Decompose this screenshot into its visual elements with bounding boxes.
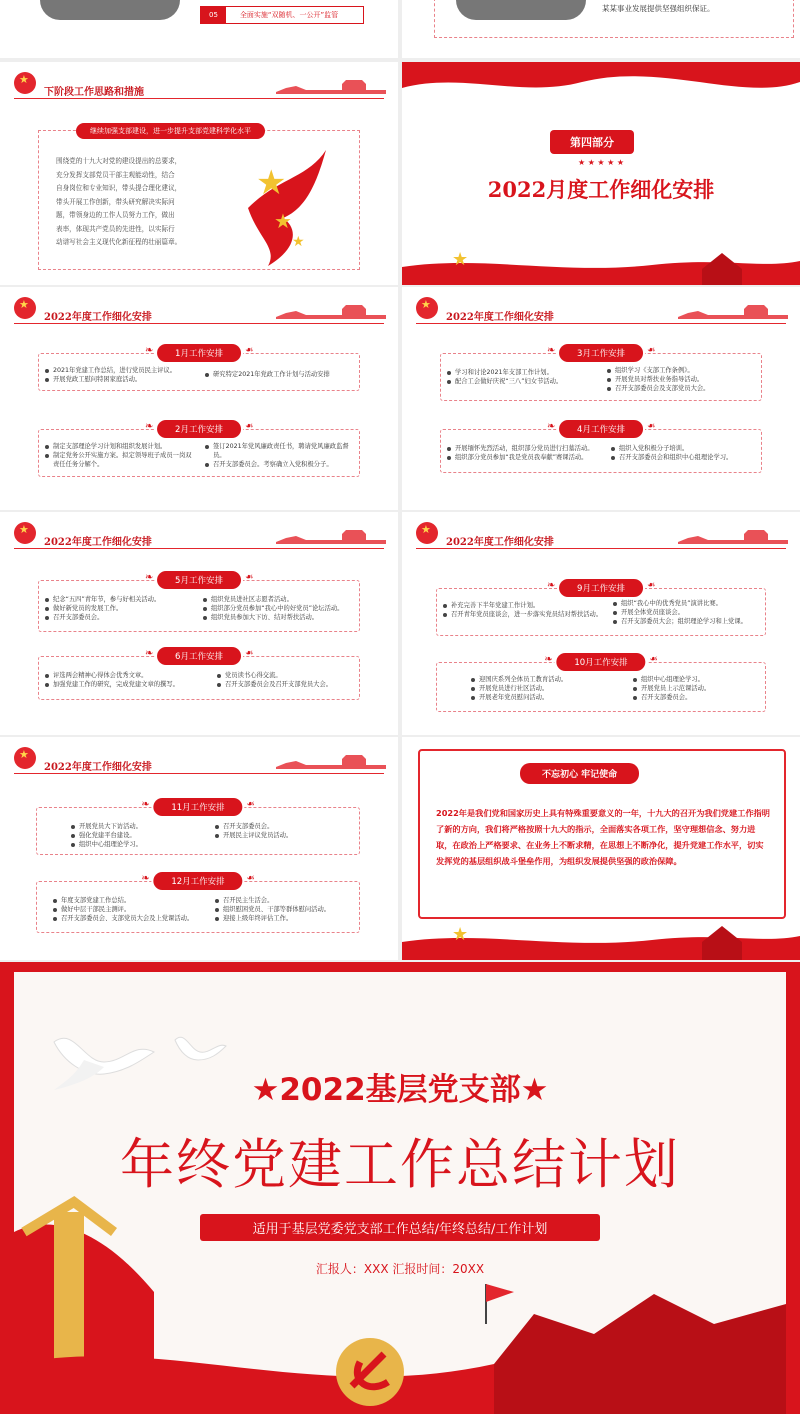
flag-icon [14,297,36,319]
col-left [447,444,603,462]
list-item: 开展党员上示范课活动。 [633,684,763,693]
list-item: 组织部分党员参加“我是党员我奉献”赛课活动。 [447,453,603,462]
tail-text: 某某事业发展提供坚强组织保证。 [602,4,715,13]
month-label: ❧ 9月工作安排 ❧ [559,579,643,597]
month-box-4 [440,425,762,473]
list-item: 召开支部委员会、支部党员大会及上党课活动。 [53,914,211,923]
body-text [56,155,181,250]
col-right [203,595,359,622]
col-left [45,442,195,469]
month-label: ❧ 6月工作安排 ❧ [157,647,241,665]
list-item: 组织党员进社区志愿者活动。 [203,595,359,604]
list-item: 组织党员参加大下访、结对帮扶活动。 [203,613,359,622]
list-item: 召开支部委员会及支部党员大会。 [607,384,759,393]
list-item: 纪念“五四”青年节，参与好相关活动。 [45,595,195,604]
summary-text: 2022年是我们党和国家历史上具有特殊重要意义的一年，十九大的召开为我们党建工作指明了新的方向，我们将严格按照十九大的指示，全面落实各项工作，坚守理想信念、努力进取，在政治上严格要求、在业务上不断求精，在思想上不断净化，提升党建工作水平，切实发挥党的基层组织战斗堡垒作用，为组织发展提供坚强的政治保障。 [436,808,770,866]
slide-title: 2022年度工作细化安排 [44,312,152,323]
photo-placeholder [40,0,180,20]
cover-subtitle: 适用于基层党委党支部工作总结/年终总结/工作计划 [200,1214,600,1241]
body-line: 充分发挥支部党员干部主观能动性，结合 [56,170,175,179]
list-item: 做好新党员的发展工作。 [45,604,195,613]
slide-section-four [402,62,800,285]
stars: ★ ★ ★ ★ ★ [577,158,625,167]
list-item: 做好中层干部民主测评。 [53,905,211,914]
list-item: 组织慰困党员、干部等群体慰问活动。 [215,905,357,914]
slide-mar-apr [402,287,800,510]
body-line: 表率，体现共产党员的先进性，以实际行 [56,224,175,233]
list-item: 制定党务公开实施方案。拟定领导班子成员一岗双责任任务分解个。 [45,451,195,469]
tiananmen-icon [276,518,386,546]
col-left [71,822,211,849]
list-item: 召开支部委员会。考察确立入党积极分子。 [205,460,357,469]
col-right [215,822,355,840]
slide-title: 下阶段工作思路和措施 [44,87,144,98]
col-left [45,366,195,384]
divider [14,773,384,774]
month-box-10 [436,658,766,712]
month-box-5 [38,576,360,632]
month-label: ❧ 10月工作安排 ❧ [556,653,645,671]
divider [14,323,384,324]
party-emblem-icon [330,1332,410,1412]
list-item: 开展缅怀先烈活动，组织部分党员进行扫墓活动。 [447,444,603,453]
divider [14,548,384,549]
list-item: 迎国庆系列全体员工教育活动。 [471,675,621,684]
svg-text:★: ★ [274,209,292,233]
cover-title-1: ★2022基层党支部★ [251,1072,549,1108]
col-left [45,671,201,689]
item-num: 05 [201,7,226,23]
list-item: 开展全体党员座谈会。 [613,608,765,617]
banner: 继续加强支部建设，进一步提升支部党建科学化水平 [76,123,265,139]
list-item: 补充完善下半年党建工作计划。 [443,601,603,610]
slide-may-jun [0,512,398,735]
body-line: 动谱写社会主义现代化新征程的壮丽篇章。 [56,238,182,246]
ribbon-bottom [402,245,800,285]
list-item: 召开支部委员会。 [215,822,355,831]
list-item: 迎接上级年终评估工作。 [215,914,357,923]
flag-icon [14,522,36,544]
svg-text:★: ★ [256,163,287,203]
month-label: ❧ 12月工作安排 ❧ [153,872,242,890]
divider [416,548,786,549]
star-flag-icon [238,148,338,266]
ribbon-top [402,62,800,102]
svg-text:★: ★ [452,249,469,270]
flag-icon [14,72,36,94]
list-item: 配合工会做好庆祝“三八”妇女节活动。 [447,377,597,386]
list-item: 召开支部委员大会；组织理论学习和上党课。 [613,617,765,626]
month-box-11 [36,803,360,855]
month-box-6 [38,652,360,700]
svg-text:★: ★ [292,234,305,250]
slide-jan-feb [0,287,398,510]
tiananmen-icon [276,293,386,321]
list-item: 组织中心组理论学习。 [71,840,211,849]
slide-title: 2022年度工作细化安排 [446,537,554,548]
list-item: 开展老年党员慰问活动。 [471,693,621,702]
cover-inner [14,972,786,1414]
item-text: 全面实施“双随机、一公开”监管 [239,11,339,19]
col-right [205,442,357,469]
col-left [443,601,603,619]
col-right [611,444,759,462]
flag-icon [14,747,36,769]
col-right [613,599,765,626]
slide-title: 2022年度工作细化安排 [446,312,554,323]
flag-icon [416,522,438,544]
divider [14,98,384,99]
col-left [53,896,211,923]
col-right [205,370,357,379]
tiananmen-icon [678,518,788,546]
list-item: 研究特定2021年党政工作计划与活动安排 [205,370,357,379]
slide-sep-oct [402,512,800,735]
tiananmen-icon [678,293,788,321]
col-right [215,896,357,923]
month-label: ❧ 2月工作安排 ❧ [157,420,241,438]
list-item: 组织部分党员参加“我心中的好党员”论坛活动。 [203,604,359,613]
slide-cover [0,962,800,1414]
body-line: 围绕党的十九大对党的建设提出的总要求， [56,157,182,165]
month-label: ❧ 1月工作安排 ❧ [157,344,241,362]
list-item: 开展党员进行社区活动。 [471,684,621,693]
flag-icon [416,297,438,319]
list-item: 开展党员大下访活动。 [71,822,211,831]
month-label: ❧ 3月工作安排 ❧ [559,344,643,362]
list-item: 2021年党建工作总结，进行党员民主评议。 [45,366,195,375]
list-item: 加强党建工作的研究，完成党建文章的撰写。 [45,680,201,689]
slide-title: 2022年度工作细化安排 [44,537,152,548]
month-box-9 [436,584,766,636]
tiananmen-icon [276,68,386,96]
section-badge: 第四部分 [550,130,634,154]
cover-title-2: 年终党建工作总结计划 [120,1133,680,1196]
col-right [607,366,759,393]
list-item: 组织学习《支部工作条例》。 [607,366,759,375]
slide-nov-dec [0,737,398,960]
cover-reporter: 汇报人：XXX 汇报时间：20XX [315,1262,485,1276]
list-item: 制定支部理论学习计划和组织发展计划。 [45,442,195,451]
body-line: 题，带领身边的工作人员努力工作，做出 [56,211,175,219]
list-item: 召开民主生活会。 [215,896,357,905]
svg-text:★: ★ [452,924,469,945]
list-item: 签订2021年党风廉政责任书，聘请党风廉政监督员。 [205,442,357,460]
col-right [633,675,763,702]
list-item: 开展民主评议党员活动。 [215,831,355,840]
list-item: 年度支部党建工作总结。 [53,896,211,905]
month-box-1 [38,349,360,391]
col-left [471,675,621,702]
body-line: 自身岗位和专业知识，带头提合理化建议， [56,184,182,192]
list-item: 召开青年党员座谈会，进一步落实党员结对帮扶活动。 [443,610,603,619]
list-item: 组织入党积极分子培训。 [611,444,759,453]
list-item: 召开支部委员会和组织中心组理论学习。 [611,453,759,462]
month-label: ❧ 4月工作安排 ❧ [559,420,643,438]
tiananmen-icon [276,743,386,771]
list-item: 召开支部委员会及召开支部党员大会。 [217,680,359,689]
month-box-12 [36,877,360,933]
month-box-3 [440,349,762,401]
section-title: 2022月度工作细化安排 [487,177,715,202]
list-item: 组织中心组理论学习。 [633,675,763,684]
col-left [45,595,195,622]
list-item: 强化党建平台建设。 [71,831,211,840]
divider [416,323,786,324]
slide-title: 2022年度工作细化安排 [44,762,152,773]
ribbon-bottom [402,920,800,960]
slide-summary [402,737,800,960]
month-label: ❧ 11月工作安排 ❧ [153,798,242,816]
slide-tail-right [402,0,800,58]
col-left [447,368,597,386]
summary-banner: 不忘初心 牢记使命 [520,763,639,784]
item-05 [200,6,364,24]
col-right [217,671,359,689]
list-item: 党员读书心得交流。 [217,671,359,680]
list-item: 开展党政工慰问特困家庭活动。 [45,375,195,384]
slide-next-stage [0,62,398,285]
list-item: 组织“我心中的优秀党员”演讲比赛。 [613,599,765,608]
month-label: ❧ 5月工作安排 ❧ [157,571,241,589]
list-item: 召开支部委员会。 [45,613,195,622]
list-item: 召开支部委员会。 [633,693,763,702]
list-item: 开展党员对帮扶业务指导活动。 [607,375,759,384]
list-item: 学习和讨论2021年支部工作计划。 [447,368,597,377]
list-item: 评选两会精神心得体会优秀文章。 [45,671,201,680]
month-box-2 [38,425,360,477]
slide-cover-tail [0,0,398,58]
body-line: 带头开展工作创新，带头研究解决实际问 [56,197,175,206]
